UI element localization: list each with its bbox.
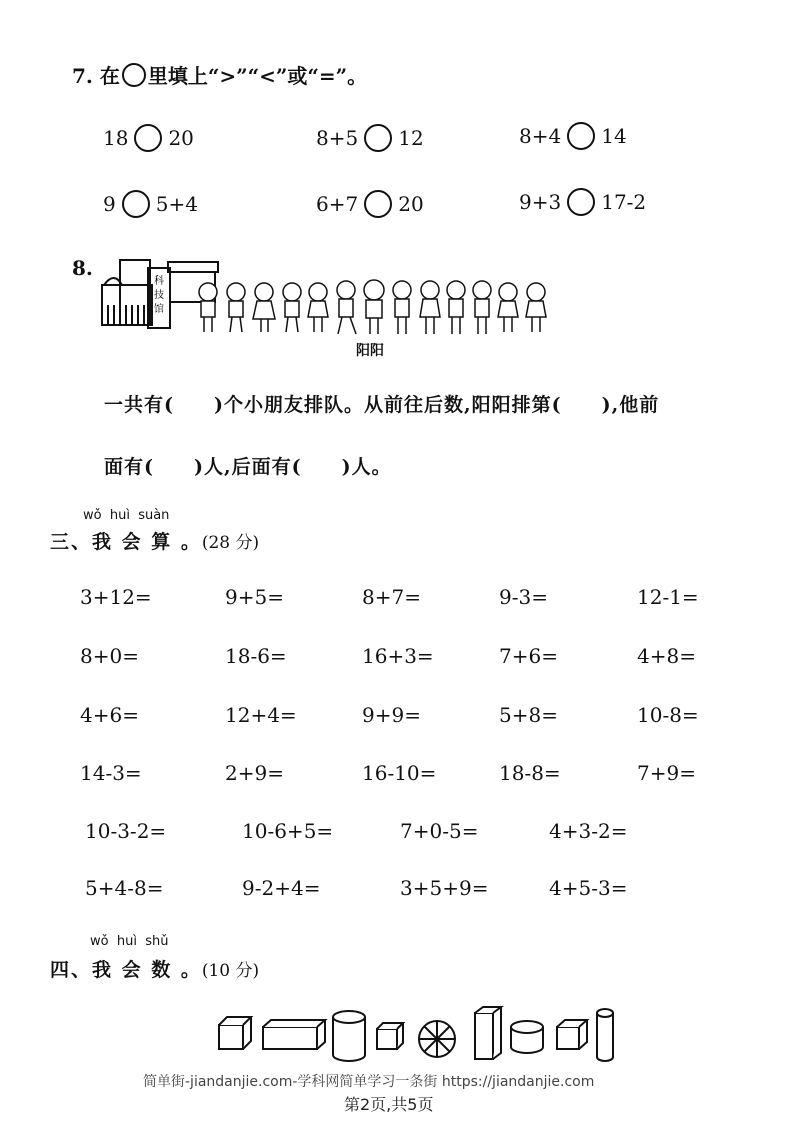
children-row <box>199 280 546 334</box>
child-icon-yangyang <box>364 280 384 334</box>
calc-item: 14-3= <box>80 761 142 785</box>
cylinder-tall-icon <box>597 1009 613 1061</box>
svg-text:馆: 馆 <box>154 304 164 315</box>
calc-item: 18-6= <box>225 644 287 668</box>
cuboid-tall-icon <box>475 1007 501 1059</box>
building-sign: 科 <box>154 276 164 287</box>
compare-circle-input[interactable] <box>134 124 162 152</box>
child-icon <box>199 283 217 332</box>
calc-item: 10-3-2= <box>85 819 167 843</box>
q7-title <box>72 60 367 89</box>
q7-item-1: 18 20 <box>103 126 194 150</box>
child-icon <box>308 283 328 332</box>
q7-title-post: 里填上“>”“<”或“=”。 <box>147 64 368 88</box>
compare-circle-input[interactable] <box>364 124 392 152</box>
child-icon <box>283 283 301 332</box>
calc-item: 4+3-2= <box>549 819 628 843</box>
calc-item: 12+4= <box>225 703 297 727</box>
calc-item: 18-8= <box>499 761 561 785</box>
cube-icon <box>219 1017 251 1049</box>
calc-item: 9-2+4= <box>242 876 321 900</box>
calc-item: 4+8= <box>637 644 696 668</box>
calc-item: 7+9= <box>637 761 696 785</box>
q8-number: 8. <box>72 256 93 280</box>
child-icon <box>227 283 245 332</box>
calc-item: 7+0-5= <box>400 819 479 843</box>
footer-page-number: 第2页,共5页 <box>344 1095 434 1114</box>
answer-circle-icon <box>122 63 146 87</box>
child-icon <box>420 281 440 334</box>
q7-item-2: 8+5 12 <box>316 126 424 150</box>
cylinder-short-icon <box>511 1021 543 1053</box>
calc-item: 4+5-3= <box>549 876 628 900</box>
cuboid-icon <box>263 1020 325 1049</box>
calc-item: 9+5= <box>225 585 284 609</box>
section3-points: (28 分) <box>201 533 260 553</box>
q7-item-3: 8+4 14 <box>519 124 627 148</box>
child-icon <box>498 283 518 332</box>
section3-title: 三、我 会 算 。 <box>50 531 202 553</box>
calc-item: 5+8= <box>499 703 558 727</box>
section3-pinyin: wǒ huì suàn <box>83 508 170 523</box>
section4-title: 四、我 会 数 。 <box>50 959 202 981</box>
calc-item: 8+0= <box>80 644 139 668</box>
q7-item-5: 6+7 20 <box>316 192 424 216</box>
cube-icon <box>377 1023 403 1049</box>
q8-line-2: 面有( )人,后面有( )人。 <box>104 456 392 478</box>
q7-item-6: 9+3 17-2 <box>519 190 647 214</box>
section4-pinyin: wǒ huì shǔ <box>90 934 169 949</box>
calc-item: 2+9= <box>225 761 284 785</box>
footer-watermark: 简单街-jiandanjie.com-学科网简单学习一条街 https://jiandanjie.com <box>143 1074 595 1090</box>
ball-icon <box>419 1021 455 1057</box>
compare-circle-input[interactable] <box>567 122 595 150</box>
child-icon <box>393 281 411 334</box>
calc-item: 12-1= <box>637 585 699 609</box>
compare-circle-input[interactable] <box>122 190 150 218</box>
q7-title-pre: 7. 在 <box>72 64 120 88</box>
child-label: 阳阳 <box>356 343 384 359</box>
calc-item: 3+5+9= <box>400 876 489 900</box>
calc-item: 4+6= <box>80 703 139 727</box>
child-icon <box>253 283 275 332</box>
calc-item: 8+7= <box>362 585 421 609</box>
child-icon <box>337 281 356 334</box>
compare-circle-input[interactable] <box>364 190 392 218</box>
calc-item: 16+3= <box>362 644 434 668</box>
calc-item: 7+6= <box>499 644 558 668</box>
section4-heading <box>50 955 259 982</box>
cube-icon <box>557 1020 587 1049</box>
child-icon <box>526 283 546 332</box>
calc-item: 9-3= <box>499 585 548 609</box>
section3-heading <box>50 527 259 554</box>
calc-item: 5+4-8= <box>85 876 164 900</box>
calc-item: 10-8= <box>637 703 699 727</box>
calc-item: 3+12= <box>80 585 152 609</box>
compare-circle-input[interactable] <box>567 188 595 216</box>
q7-item-4: 9 5+4 <box>103 192 198 216</box>
section4-points: (10 分) <box>201 961 260 981</box>
svg-text:技: 技 <box>154 290 164 301</box>
cylinder-icon <box>333 1011 365 1061</box>
child-icon <box>447 281 465 334</box>
calc-item: 10-6+5= <box>242 819 334 843</box>
solid-shapes-row <box>215 1005 635 1065</box>
q8-line-1: 一共有( )个小朋友排队。从前往后数,阳阳排第( ),他前 <box>104 394 660 416</box>
child-icon <box>473 281 491 334</box>
calc-item: 9+9= <box>362 703 421 727</box>
calc-item: 16-10= <box>362 761 437 785</box>
queue-illustration <box>100 250 560 340</box>
